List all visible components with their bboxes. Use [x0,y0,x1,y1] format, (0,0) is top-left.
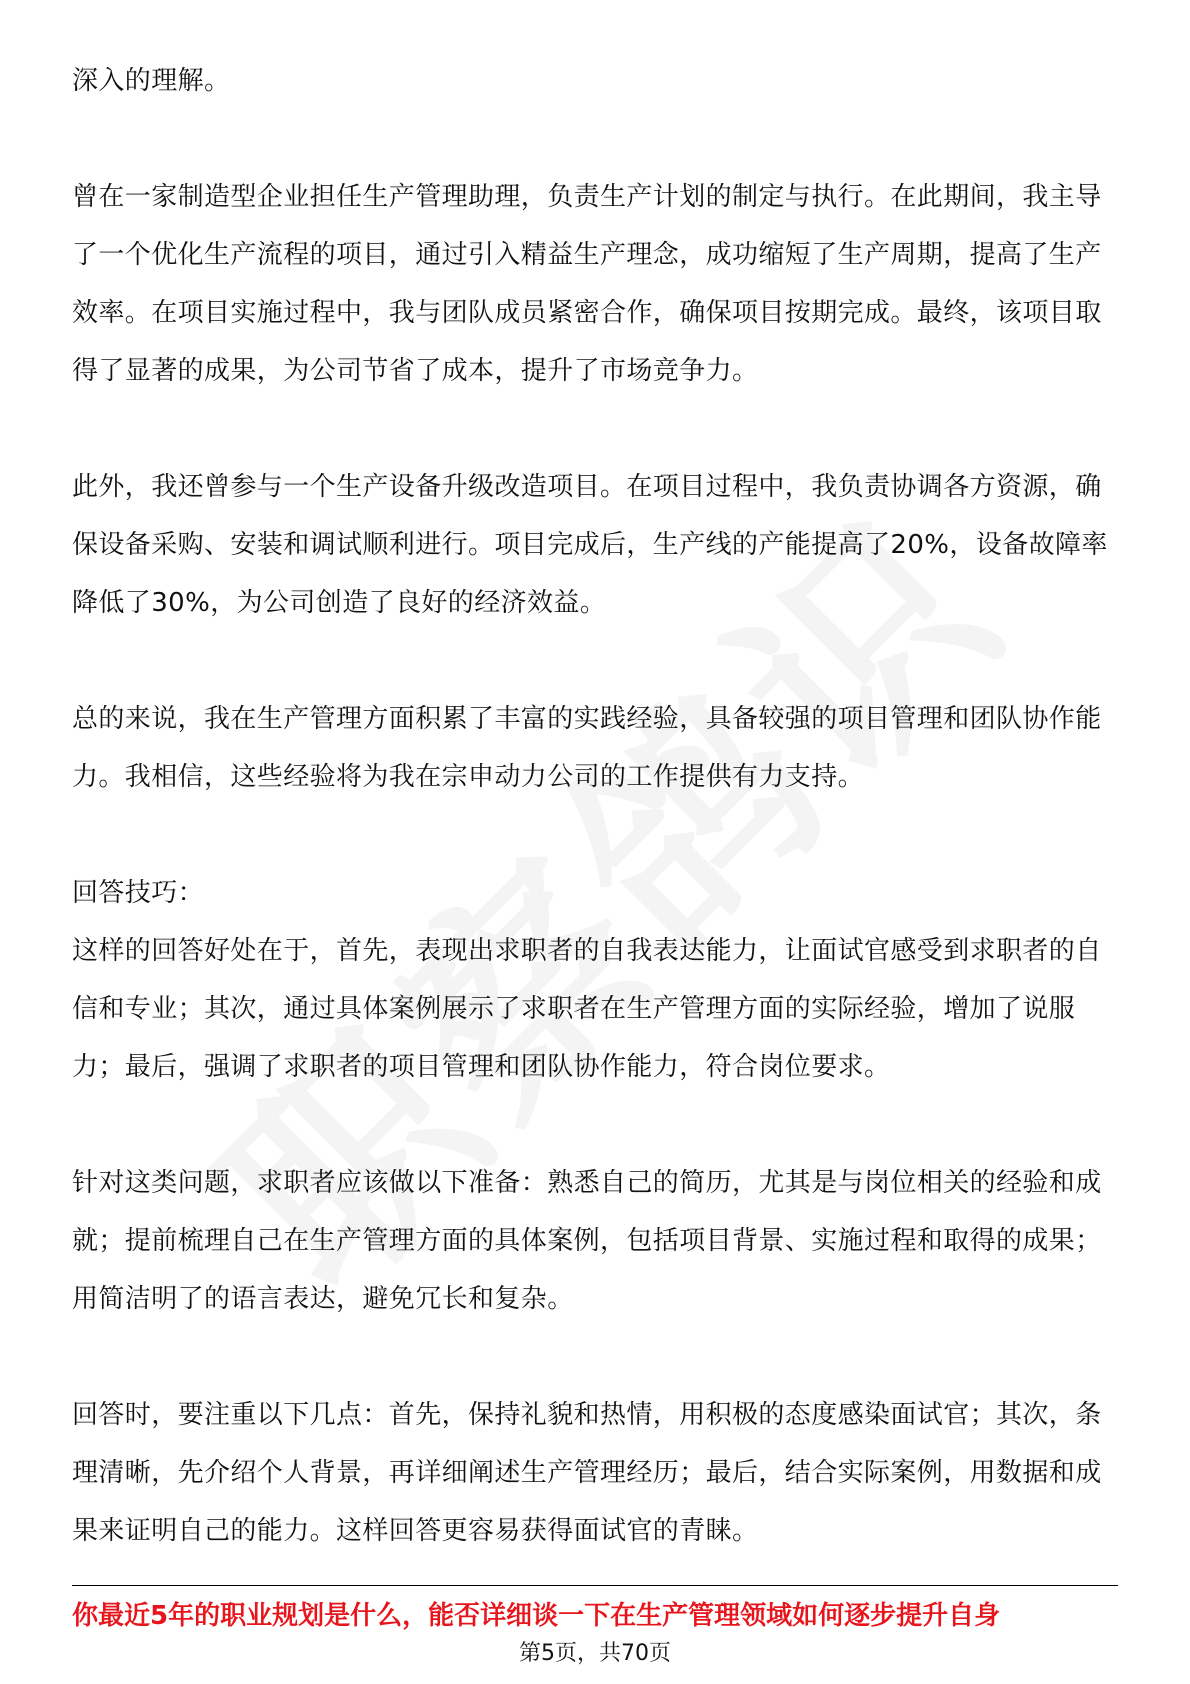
next-question: 你最近5年的职业规划是什么，能否详细谈一下在生产管理领域如何逐步提升自身 [72,1601,1001,1631]
section-heading-tips: 回答技巧： [72,878,205,908]
paragraph-preparation: 针对这类问题，求职者应该做以下准备：熟悉自己的简历，尤其是与岗位相关的经验和成就；提前梳理自己在生产管理方面的具体案例，包括项目背景、实施过程和取得的成果；用简洁明了的语言表达，避免冗长和复杂。 [72,1168,1102,1314]
paragraph-equipment-project: 此外，我还曾参与一个生产设备升级改造项目。在项目过程中，我负责协调各方资源，确保设备采购、安装和调试顺利进行。项目完成后，生产线的产能提高了20%，设备故障率降低了30%，为公司创造了良好的经济效益。 [72,472,1108,618]
page-number: 第5页，共70页 [519,1641,671,1666]
divider [72,1585,1118,1586]
paragraph-summary: 总的来说，我在生产管理方面积累了丰富的实践经验，具备较强的项目管理和团队协作能力。我相信，这些经验将为我在宗申动力公司的工作提供有力支持。 [72,704,1102,792]
document-body [72,52,1117,1560]
paragraph-continuation: 深入的理解。 [72,66,231,96]
paragraph-answer-points: 回答时，要注重以下几点：首先，保持礼貌和热情，用积极的态度感染面试官；其次，条理清晰，先介绍个人背景，再详细阐述生产管理经历；最后，结合实际案例，用数据和成果来证明自己的能力。这样回答更容易获得面试官的青睐。 [72,1400,1102,1546]
paragraph-experience: 曾在一家制造型企业担任生产管理助理，负责生产计划的制定与执行。在此期间，我主导了一个优化生产流程的项目，通过引入精益生产理念，成功缩短了生产周期，提高了生产效率。在项目实施过程中，我与团队成员紧密合作，确保项目按期完成。最终，该项目取得了显著的成果，为公司节省了成本，提升了市场竞争力。 [72,182,1102,386]
paragraph-tips: 这样的回答好处在于，首先，表现出求职者的自我表达能力，让面试官感受到求职者的自信和专业；其次，通过具体案例展示了求职者在生产管理方面的实际经验，增加了说服力；最后，强调了求职者的项目管理和团队协作能力，符合岗位要求。 [72,936,1102,1082]
